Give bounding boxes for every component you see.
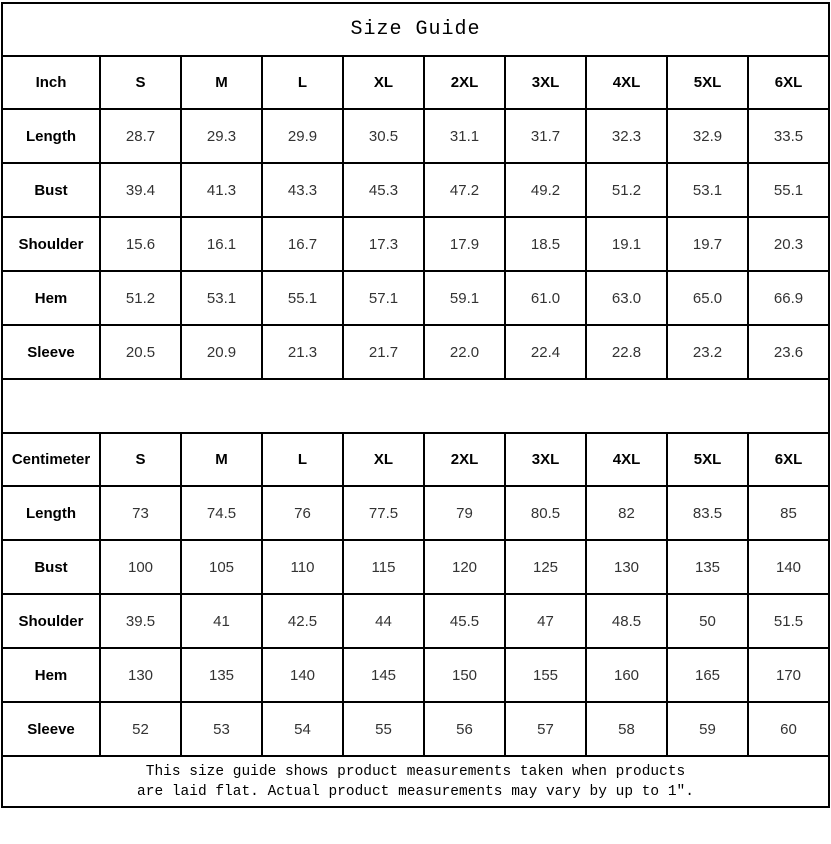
size-header: M: [181, 433, 262, 486]
measurement-label: Bust: [2, 163, 100, 217]
table-spacer: [2, 379, 829, 433]
measurement-value: 42.5: [262, 594, 343, 648]
measurement-value: 28.7: [100, 109, 181, 163]
size-header: L: [262, 433, 343, 486]
measurement-value: 17.9: [424, 217, 505, 271]
measurement-value: 51.5: [748, 594, 829, 648]
measurement-value: 165: [667, 648, 748, 702]
footer-row: [2, 756, 829, 807]
measurement-label: Sleeve: [2, 325, 100, 379]
measurement-label: Length: [2, 486, 100, 540]
size-header: 3XL: [505, 433, 586, 486]
measurement-value: 45.3: [343, 163, 424, 217]
measurement-value: 33.5: [748, 109, 829, 163]
measurement-value: 21.3: [262, 325, 343, 379]
measurement-value: 19.7: [667, 217, 748, 271]
measurement-value: 16.7: [262, 217, 343, 271]
measurement-value: 58: [586, 702, 667, 756]
measurement-value: 56: [424, 702, 505, 756]
unit-label: Centimeter: [2, 433, 100, 486]
measurement-value: 17.3: [343, 217, 424, 271]
size-header: S: [100, 56, 181, 109]
measurement-value: 66.9: [748, 271, 829, 325]
measurement-value: 47.2: [424, 163, 505, 217]
measurement-row: [2, 540, 829, 594]
measurement-value: 22.0: [424, 325, 505, 379]
measurement-value: 20.3: [748, 217, 829, 271]
size-header: 6XL: [748, 433, 829, 486]
measurement-value: 31.1: [424, 109, 505, 163]
measurement-value: 49.2: [505, 163, 586, 217]
measurement-value: 32.3: [586, 109, 667, 163]
measurement-row: [2, 163, 829, 217]
measurement-value: 55.1: [748, 163, 829, 217]
measurement-label: Hem: [2, 648, 100, 702]
measurement-value: 135: [667, 540, 748, 594]
measurement-value: 155: [505, 648, 586, 702]
size-header: S: [100, 433, 181, 486]
measurement-row: [2, 109, 829, 163]
centimeter-table-body: [2, 433, 829, 756]
measurement-value: 73: [100, 486, 181, 540]
size-header: 2XL: [424, 56, 505, 109]
measurement-value: 20.5: [100, 325, 181, 379]
measurement-value: 30.5: [343, 109, 424, 163]
measurement-value: 120: [424, 540, 505, 594]
measurement-label: Shoulder: [2, 217, 100, 271]
measurement-value: 74.5: [181, 486, 262, 540]
spacer-row: [2, 379, 829, 433]
measurement-value: 100: [100, 540, 181, 594]
size-guide-table: [1, 2, 830, 808]
measurement-value: 45.5: [424, 594, 505, 648]
measurement-value: 22.8: [586, 325, 667, 379]
measurement-value: 57.1: [343, 271, 424, 325]
measurement-value: 140: [262, 648, 343, 702]
title-section: [2, 3, 829, 56]
measurement-value: 130: [100, 648, 181, 702]
measurement-value: 76: [262, 486, 343, 540]
measurement-label: Hem: [2, 271, 100, 325]
measurement-value: 20.9: [181, 325, 262, 379]
measurement-value: 52: [100, 702, 181, 756]
measurement-value: 140: [748, 540, 829, 594]
measurement-value: 80.5: [505, 486, 586, 540]
size-header: M: [181, 56, 262, 109]
measurement-value: 83.5: [667, 486, 748, 540]
measurement-value: 53: [181, 702, 262, 756]
inch-table-body: [2, 56, 829, 379]
measurement-value: 85: [748, 486, 829, 540]
unit-label: Inch: [2, 56, 100, 109]
footer-note-line2: are laid flat. Actual product measurements may vary by up to 1″.: [137, 783, 694, 800]
measurement-value: 16.1: [181, 217, 262, 271]
measurement-value: 39.5: [100, 594, 181, 648]
measurement-value: 41.3: [181, 163, 262, 217]
measurement-label: Length: [2, 109, 100, 163]
measurement-value: 125: [505, 540, 586, 594]
measurement-value: 130: [586, 540, 667, 594]
measurement-row: [2, 594, 829, 648]
footer-note-line1: This size guide shows product measurements taken when products: [145, 763, 686, 780]
size-header: XL: [343, 433, 424, 486]
measurement-value: 41: [181, 594, 262, 648]
measurement-row: [2, 325, 829, 379]
size-header: 5XL: [667, 56, 748, 109]
measurement-value: 55.1: [262, 271, 343, 325]
measurement-value: 39.4: [100, 163, 181, 217]
measurement-row: [2, 486, 829, 540]
measurement-value: 47: [505, 594, 586, 648]
measurement-value: 150: [424, 648, 505, 702]
measurement-value: 23.2: [667, 325, 748, 379]
measurement-value: 43.3: [262, 163, 343, 217]
size-header: 3XL: [505, 56, 586, 109]
measurement-value: 110: [262, 540, 343, 594]
measurement-value: 53.1: [181, 271, 262, 325]
measurement-value: 60: [748, 702, 829, 756]
measurement-value: 23.6: [748, 325, 829, 379]
measurement-value: 18.5: [505, 217, 586, 271]
measurement-row: [2, 271, 829, 325]
size-header: L: [262, 56, 343, 109]
measurement-value: 48.5: [586, 594, 667, 648]
measurement-row: [2, 648, 829, 702]
spacer-section: [2, 379, 829, 433]
measurement-value: 82: [586, 486, 667, 540]
page-title: Size Guide: [2, 3, 829, 56]
measurement-label: Shoulder: [2, 594, 100, 648]
measurement-value: 29.3: [181, 109, 262, 163]
measurement-value: 63.0: [586, 271, 667, 325]
size-header: 4XL: [586, 56, 667, 109]
measurement-value: 145: [343, 648, 424, 702]
measurement-value: 54: [262, 702, 343, 756]
measurement-value: 51.2: [586, 163, 667, 217]
measurement-value: 170: [748, 648, 829, 702]
measurement-label: Bust: [2, 540, 100, 594]
measurement-value: 77.5: [343, 486, 424, 540]
measurement-value: 44: [343, 594, 424, 648]
footer-section: [2, 756, 829, 807]
measurement-value: 19.1: [586, 217, 667, 271]
measurement-value: 21.7: [343, 325, 424, 379]
size-header-row: [2, 433, 829, 486]
measurement-row: [2, 217, 829, 271]
measurement-value: 57: [505, 702, 586, 756]
measurement-value: 65.0: [667, 271, 748, 325]
size-header: 2XL: [424, 433, 505, 486]
measurement-value: 115: [343, 540, 424, 594]
size-header-row: [2, 56, 829, 109]
measurement-value: 32.9: [667, 109, 748, 163]
footer-note: [2, 756, 829, 807]
measurement-value: 22.4: [505, 325, 586, 379]
size-header: 6XL: [748, 56, 829, 109]
size-header: XL: [343, 56, 424, 109]
size-header: 5XL: [667, 433, 748, 486]
measurement-value: 15.6: [100, 217, 181, 271]
measurement-value: 53.1: [667, 163, 748, 217]
measurement-label: Sleeve: [2, 702, 100, 756]
measurement-value: 59.1: [424, 271, 505, 325]
measurement-row: [2, 702, 829, 756]
measurement-value: 59: [667, 702, 748, 756]
measurement-value: 105: [181, 540, 262, 594]
measurement-value: 160: [586, 648, 667, 702]
measurement-value: 55: [343, 702, 424, 756]
measurement-value: 29.9: [262, 109, 343, 163]
measurement-value: 61.0: [505, 271, 586, 325]
measurement-value: 135: [181, 648, 262, 702]
title-row: [2, 3, 829, 56]
measurement-value: 79: [424, 486, 505, 540]
measurement-value: 31.7: [505, 109, 586, 163]
measurement-value: 50: [667, 594, 748, 648]
size-header: 4XL: [586, 433, 667, 486]
measurement-value: 51.2: [100, 271, 181, 325]
